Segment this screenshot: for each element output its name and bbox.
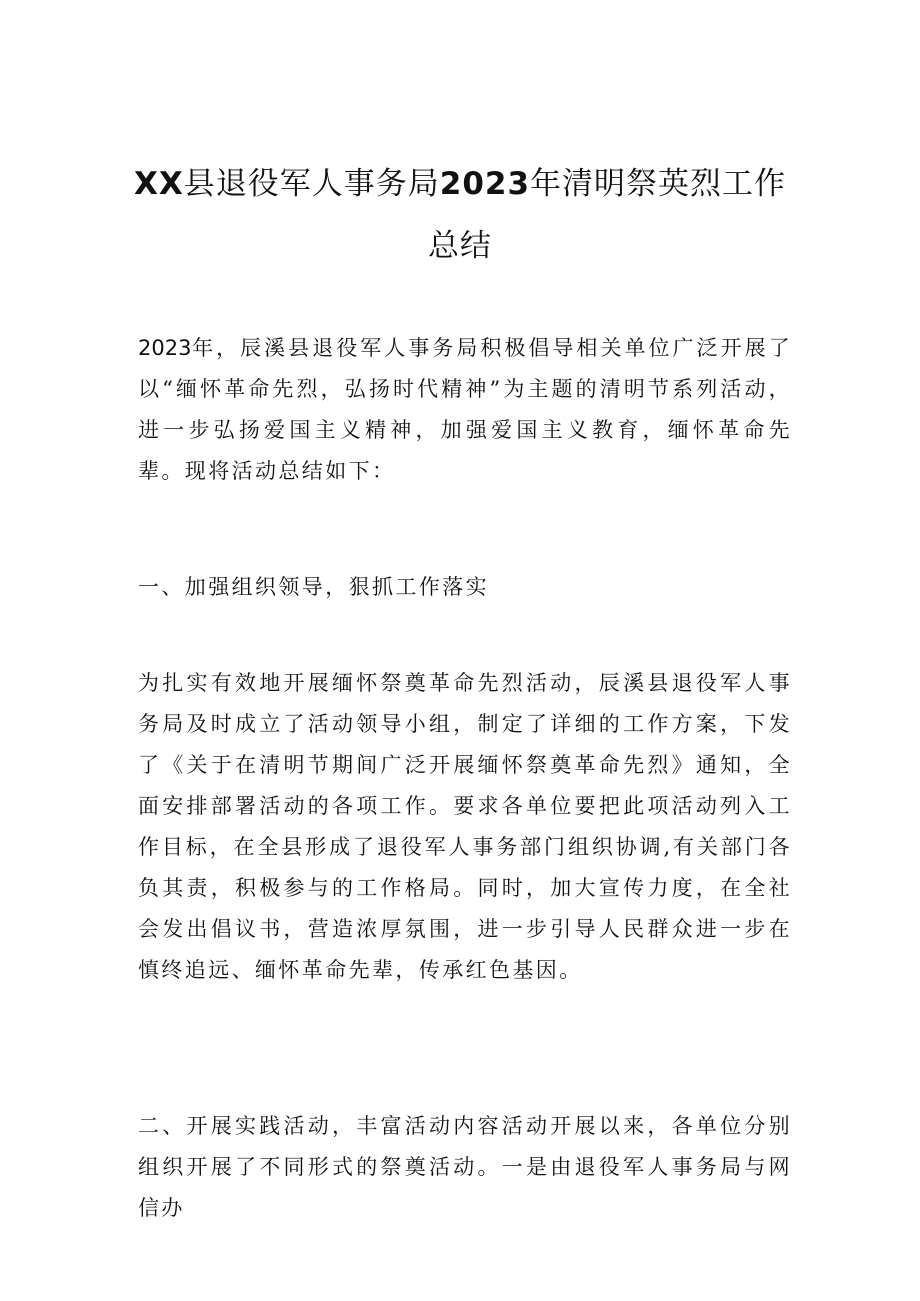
title-agency: 县退役军人事务局 (183, 165, 440, 202)
section-1-heading: 一、加强组织领导，狠抓工作落实 (138, 575, 489, 599)
intro-text: 年，辰溪县退役军人事务局积极倡导相关单位广泛开展了以“缅怀革命先烈，弘扬时代精神”为主题的清明节系列活动，进一步弘扬爱国主义精神，加强爱国主义教育，缅怀革命先辈。现将活动总结如下： (138, 336, 792, 483)
intro-paragraph (138, 328, 792, 492)
intro-year: 2023 (138, 336, 192, 360)
section-2-body: 二、开展实践活动，丰富活动内容活动开展以来，各单位分别组织开展了不同形式的祭奠活动。一是由退役军人事务局与网信办 (138, 1114, 792, 1220)
section-1-body: 为扎实有效地开展缅怀祭奠革命先烈活动，辰溪县退役军人事务局及时成立了活动领导小组，制定了详细的工作方案，下发了《关于在清明节期间广泛开展缅怀祭奠革命先烈》通知，全面安排部署活动的各项工作。要求各单位要把此项活动列入工作目标，在全县形成了退役军人事务部门组织协调,有关部门各负其责，积极参与的工作格局。同时，加大宣传力度，在全社会发出倡议书，营造浓厚氛围，进一步引导人民群众进一步在慎终追远、缅怀革命先辈，传承红色基因。 (138, 671, 792, 982)
title-year: 2023 (439, 165, 531, 202)
title-subject: 年清明祭英烈工作总结 (428, 165, 787, 264)
document-title (120, 153, 800, 277)
title-prefix: XX (133, 165, 184, 202)
